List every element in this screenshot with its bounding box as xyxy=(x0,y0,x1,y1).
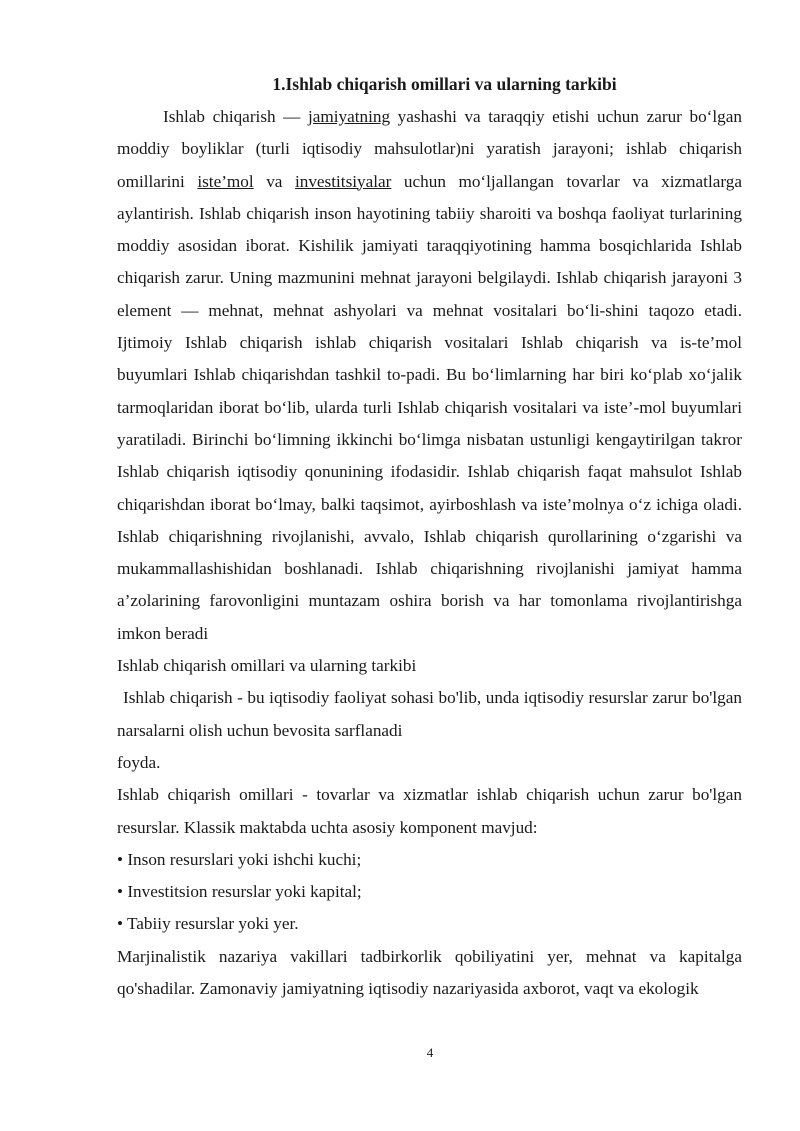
paragraph-1-part-3: va xyxy=(253,171,295,191)
paragraph-1-part-2: yashashi va taraqqiy etishi uchun zarur bo‘lgan moddiy boyliklar (turli iqtisodiy mahsulotlar)ni yaratish jarayoni; ishlab chiqarish omillarini xyxy=(117,107,742,191)
page-number: 4 xyxy=(426,1045,434,1060)
paragraph-2-tail: foyda. xyxy=(117,752,161,772)
paragraph-1 xyxy=(117,101,742,650)
section-heading: 1.Ishlab chiqarish omillari va ularning tarkibi xyxy=(272,74,617,94)
paragraph-1-part-1: Ishlab chiqarish — xyxy=(163,107,308,126)
paragraph-4: Marjinalistik nazariya vakillari tadbirkorlik qobiliyatini yer, mehnat va kapitalga qo'shadilar. Zamonaviy jamiyatning iqtisodiy nazariyasida axborot, vaqt va ekologik xyxy=(117,946,742,999)
document-page xyxy=(117,68,742,1005)
bullet-item: • Inson resurslari yoki ishchi kuchi; xyxy=(117,849,362,869)
link-investitsiyalar[interactable]: investitsiyalar xyxy=(294,171,392,191)
paragraph-1-part-4: uchun mo‘ljallangan tovarlar va xizmatlarga aylantirish. Ishlab chiqarish inson hayotining tabiiy sharoiti va boshqa faoliyat turlarining moddiy asosidan iborat. Kishilik jamiyati taraqqiyotining hamma bosqichlarida Ishlab chiqarish zarur. Uning mazmunini mehnat jarayoni belgilaydi. Ishlab chiqarish jarayoni 3 element — mehnat, mehnat ashyolari va mehnat vositalari bo‘li-shini taqozo etadi. Ijtimoiy Ishlab chiqarish ishlab chiqarish vositalari Ishlab chiqarish va is-te’mol buyumlari Ishlab chiqarishdan tashkil to-padi. Bu bo‘limlarning har biri ko‘plab xo‘jalik tarmoqlaridan iborat bo‘lib, ularda turli Ishlab chiqarish vositalari va iste’-mol buyumlari yaratiladi. Birinchi bo‘limning ikkinchi bo‘limga nisbatan ustunligi kengaytirilgan takror Ishlab chiqarish iqtisodiy qonunining ifodasidir. Ishlab chiqarish faqat mahsulot Ishlab chiqarishdan iborat bo‘lmay, balki taqsimot, ayirboshlash va iste’molnya o‘z ichiga oladi. Ishlab chiqarishning rivojlanishi, avvalo, Ishlab chiqarish qurollarining o‘zgarishi va mukammallashishidan boshlanadi. Ishlab chiqarishning rivojlanishi jamiyat hamma a’zolarining farovonligini muntazam oshira borish va har tomonlama rivojlantirishga imkon beradi xyxy=(117,171,742,643)
link-istemol[interactable]: iste’mol xyxy=(197,171,254,191)
paragraph-3: Ishlab chiqarish omillari - tovarlar va xizmatlar ishlab chiqarish uchun zarur bo'lgan resurslar. Klassik maktabda uchta asosiy komponent mavjud: xyxy=(117,785,742,837)
bullet-item: • Investitsion resurslar yoki kapital; xyxy=(117,882,362,902)
paragraph-2: Ishlab chiqarish - bu iqtisodiy faoliyat sohasi bo'lib, unda iqtisodiy resurslar zarur bo'lgan narsalarni olish uchun bevosita sarflanadi xyxy=(117,688,742,740)
link-jamiyatning[interactable]: jamiyatning xyxy=(307,107,391,126)
subheading: Ishlab chiqarish omillari va ularning tarkibi xyxy=(117,656,417,676)
bullet-item: • Tabiiy resurslar yoki yer. xyxy=(117,914,299,934)
